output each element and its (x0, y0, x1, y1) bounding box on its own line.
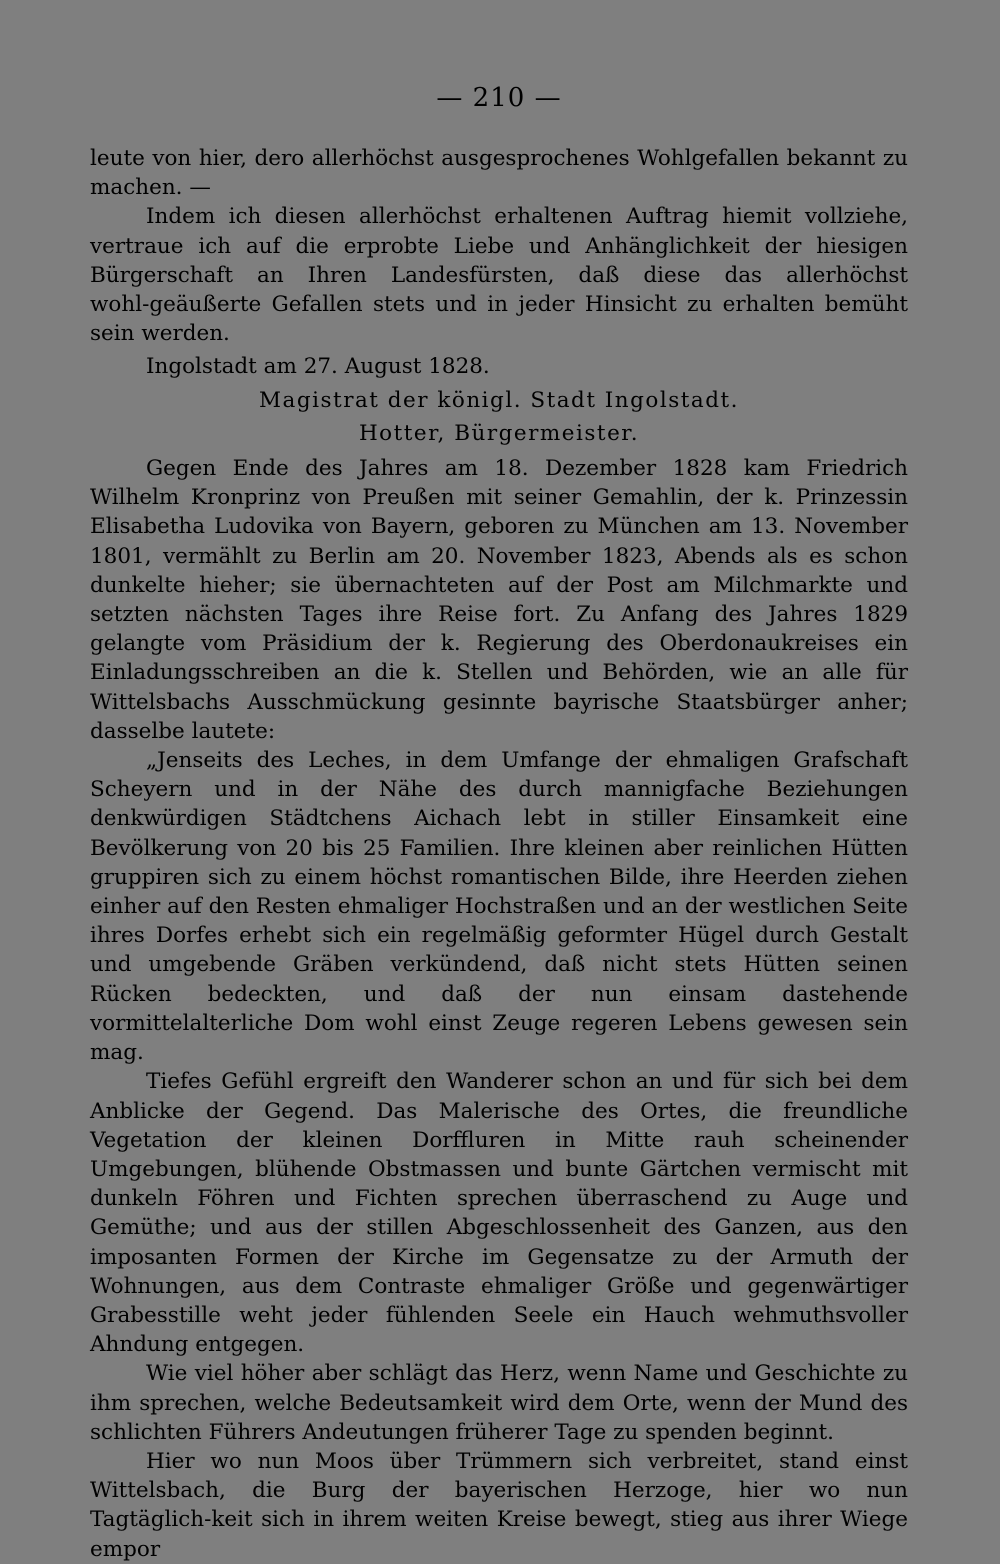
page-number: — 210 — (436, 83, 562, 113)
signature-office: Magistrat der königl. Stadt Ingolstadt. (259, 387, 739, 413)
paragraph-3: Gegen Ende des Jahres am 18. Dezember 1828 kam Friedrich Wilhelm Kronprinz von Preußen mit seiner Gemahlin, der k. Prinzessin Elisabetha Ludovika von Bayern, geboren zu München am 13. November 1801, vermählt zu Berlin am 20. November 1823, Abends als es schon dunkelte hieher; sie übernachteten auf der Post am Milchmarkte und setzten nächsten Tages ihre Reise fort. Zu Anfang des Jahres 1829 gelangte vom Präsidium der k. Regierung des Oberdonaukreises ein Einladungsschreiben an die k. Stellen und Behörden, wie an alle für Wittelsbachs Ausschmückung gesinnte bayrische Staatsbürger anher; dasselbe lautete: (90, 456, 908, 744)
paragraph-6: Wie viel höher aber schlägt das Herz, wenn Name und Geschichte zu ihm sprechen, welche Bedeutsamkeit wird dem Orte, wenn der Mund des schlichten Führers Andeutungen früherer Tage zu spenden beginnt. (90, 1361, 908, 1445)
paragraph-1: leute von hier, dero allerhöchst ausgesprochenes Wohlgefallen bekannt zu machen. — (90, 146, 908, 201)
paragraph-4: „Jenseits des Leches, in dem Umfange der ehmaligen Grafschaft Scheyern und in der Nähe des durch mannigfache Beziehungen denkwürdigen Städtchens Aichach lebt in stiller Einsamkeit eine Bevölkerung von 20 bis 25 Familien. Ihre kleinen aber reinlichen Hütten gruppiren sich zu einem höchst romantischen Bilde, ihre Heerden ziehen einher auf den Resten ehmaliger Hochstraßen und an der westlichen Seite ihres Dorfes erhebt sich ein regelmäßig geformter Hügel durch Gestalt und umgebende Gräben verkündend, daß nicht stets Hütten seinen Rücken bedeckten, und daß der nun einsam dastehende vormittelalterliche Dom wohl einst Zeuge regeren Lebens gewesen sein mag. (90, 748, 908, 1066)
document-page (90, 80, 908, 1564)
paragraph-2: Indem ich diesen allerhöchst erhaltenen Auftrag hiemit vollziehe, vertraue ich auf die erprobte Liebe und Anhänglichkeit der hiesigen Bürgerschaft an Ihren Landesfürsten, daß diese das allerhöchst wohl‑geäußerte Gefallen stets und in jeder Hinsicht zu erhalten bemüht sein werden. (90, 204, 908, 347)
paragraph-7: Hier wo nun Moos über Trümmern sich verbreitet, stand einst Wittelsbach, die Burg der bayerischen Herzoge, hier wo nun Tagtäglich‑keit sich in ihrem weiten Kreise bewegt, stieg aus ihrer Wiege empor (90, 1448, 908, 1562)
dateline: Ingolstadt am 27. August 1828. (146, 354, 490, 380)
signature-name: Hotter, Bürgermeister. (358, 420, 640, 446)
paragraph-5: Tiefes Gefühl ergreift den Wanderer schon an und für sich bei dem Anblicke der Gegend. Das Malerische des Ortes, die freundliche Vegetation der kleinen Dorffluren in Mitte rauh scheinender Umgebungen, blühende Obstmassen und bunte Gärtchen vermischt mit dunkeln Föhren und Fichten sprechen überraschend zu Auge und Gemüthe; und aus der stillen Abgeschlossenheit des Ganzen, aus den imposanten Formen der Kirche im Gegensatze zu der Armuth der Wohnungen, aus dem Contraste ehmaliger Größe und gegenwärtiger Grabesstille weht jeder fühlenden Seele ein Hauch wehmuthsvoller Ahndung entgegen. (90, 1069, 908, 1358)
